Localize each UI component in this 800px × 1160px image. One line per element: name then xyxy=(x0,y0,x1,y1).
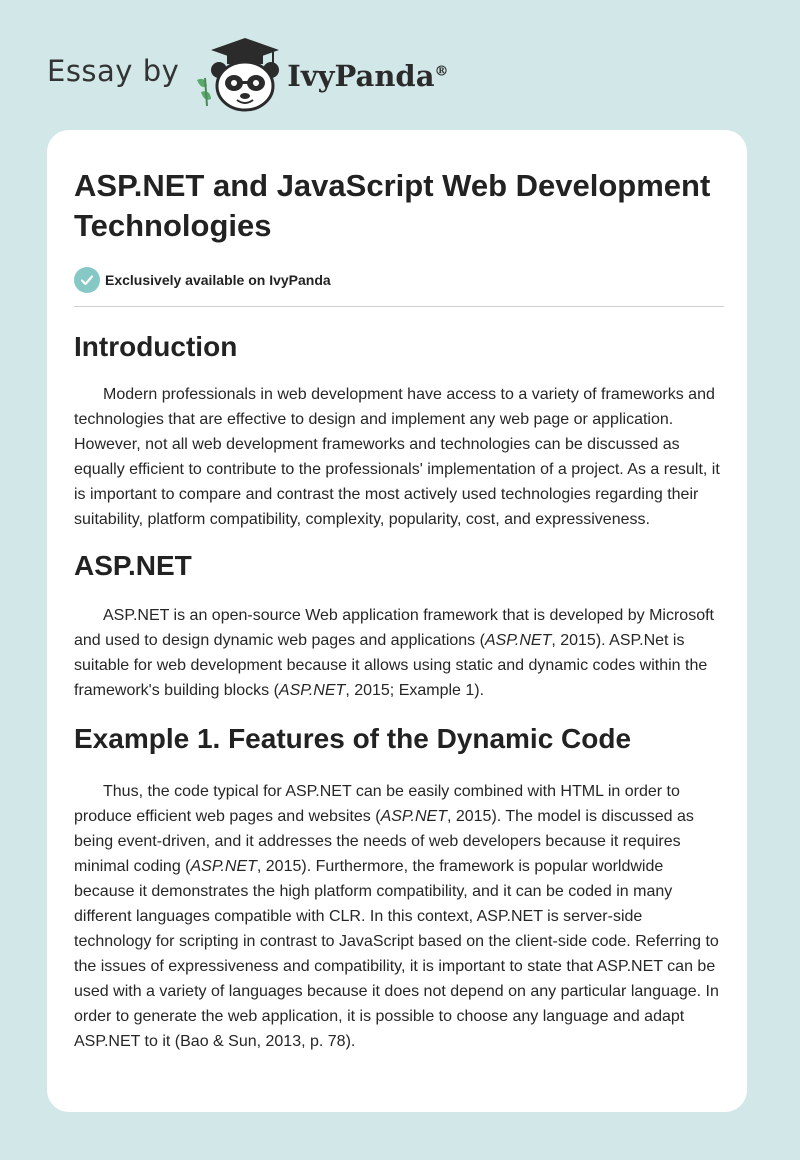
page-title: ASP.NET and JavaScript Web Development Technologies xyxy=(74,168,711,243)
section-heading-introduction: Introduction xyxy=(74,331,238,362)
paragraph-introduction: Modern professionals in web development have access to a variety of frameworks and technologies that are effective to design and implement any web page or application. However, not all web development frameworks and technologies can be discussed as equally efficient to contribute to the professionals' implementation of a project. As a result, it is important to compare and contrast the most actively used technologies regarding their suitability, platform compatibility, complexity, popularity, cost, and expressiveness. xyxy=(74,386,720,528)
ivypanda-logo-icon xyxy=(191,36,283,112)
section-heading-aspnet: ASP.NET xyxy=(74,550,192,581)
essay-by-label: Essay by xyxy=(47,54,180,88)
divider xyxy=(74,306,724,307)
exclusive-badge xyxy=(74,266,724,294)
brand-header xyxy=(47,34,449,114)
badge-text: Exclusively available on IvyPanda xyxy=(105,272,331,288)
citation: ASP.NET xyxy=(190,858,257,875)
citation: ASP.NET xyxy=(278,682,346,699)
paragraph-example-1: Thus, the code typical for ASP.NET can be easily combined with HTML in order to produce efficient web pages and websites (ASP.NET, 2015). The model is discussed as being event-driven, and it addresses the needs of web developers because it requires minimal coding (ASP.NET, 2015). Furthermore, the framework is popular worldwide because it demonstrates the high platform compatibility, and it can be coded in many different languages compatible with CLR. In this context, ASP.NET is server-side technology for scripting in contrast to JavaScript based on the client-side code. Referring to the issues of expressiveness and compatibility, it is important to state that ASP.NET can be used with a variety of languages because it does not depend on any particular language. In order to generate the web application, it is possible to choose any language and adapt ASP.NET to it (Bao & Sun, 2013, p. 78). xyxy=(74,783,719,1050)
section-heading-example-1: Example 1. Features of the Dynamic Code xyxy=(74,723,632,754)
brand-name: IvyPanda® xyxy=(287,59,449,93)
citation: ASP.NET xyxy=(484,632,552,649)
essay-card xyxy=(47,130,747,1112)
check-icon xyxy=(74,267,100,293)
citation: ASP.NET xyxy=(380,808,447,825)
paragraph-aspnet: ASP.NET is an open-source Web application framework that is developed by Microsoft and used to design dynamic web pages and applications (ASP.NET, 2015). ASP.Net is suitable for web development because it allows using static and dynamic codes within the framework's building blocks (ASP.NET, 2015; Example 1). xyxy=(74,607,714,699)
registered-mark: ® xyxy=(434,63,449,80)
